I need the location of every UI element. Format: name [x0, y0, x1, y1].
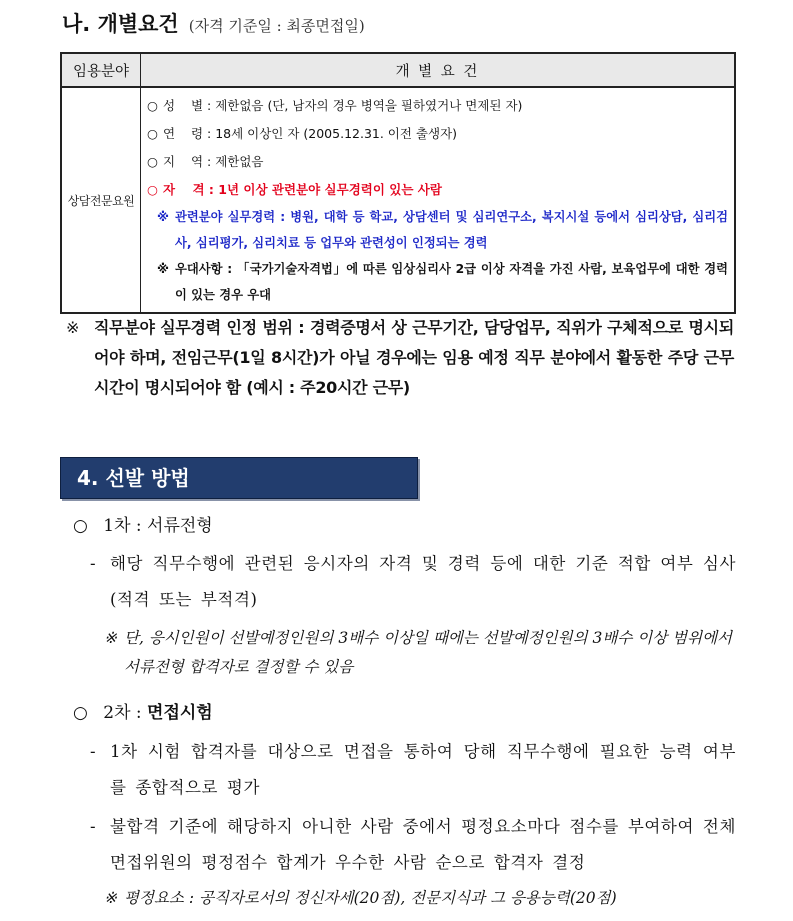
- step2-description-text: 1차 시험 합격자를 대상으로 면접을 통하여 당해 직무수행에 필요한 능력 여부를 종합적으로 평가: [110, 742, 736, 797]
- step2-note-text: 평정요소 : 공직자로서의 정신자세(20점), 전문지식과 그 응용능력(20점): [124, 889, 617, 907]
- dash-bullet: -: [90, 742, 96, 761]
- step1-description: [90, 546, 736, 618]
- step2-note: [104, 884, 734, 913]
- reference-mark: ※: [66, 318, 80, 337]
- reference-mark: ※: [157, 262, 169, 276]
- circle-bullet: ○: [73, 516, 88, 536]
- note-text: 관련분야 실무경력 : 병원, 대학 등 학교, 상담센터 및 심리연구소, 복지시설 등에서 심리상담, 심리검사, 심리평가, 심리치료 등 업무와 관련성이 인정되는 경력: [175, 210, 728, 250]
- step1-label: 1차 : 서류전형: [103, 516, 213, 536]
- note-related-experience: [147, 204, 728, 256]
- step2-description-1: [90, 734, 736, 806]
- table-header-row: [61, 53, 735, 87]
- section-title: 나. 개별요건: [62, 12, 179, 36]
- circle-bullet: ○: [147, 98, 158, 113]
- requirement-region: [147, 148, 728, 176]
- header-field: 임용분야: [61, 53, 141, 87]
- note-text: 우대사항 : 「국가기술자격법」에 따른 임상심리사 2급 이상 자격을 가진 사람, 보육업무에 대한 경력이 있는 경우 우대: [175, 262, 728, 302]
- step1-description-text: 해당 직무수행에 관련된 응시자의 자격 및 경력 등에 대한 기준 적합 여부 심사(적격 또는 부적격): [110, 554, 736, 609]
- requirement-text: 연 령 : 18세 이상인 자 (2005.12.31. 이전 출생자): [163, 126, 458, 141]
- circle-bullet: ○: [147, 182, 158, 197]
- step1-heading: [73, 511, 213, 536]
- step1-note: [104, 624, 734, 682]
- step2-label-bold: 면접시험: [147, 703, 213, 723]
- field-cell: 상담전문요원: [61, 87, 141, 313]
- experience-footnote: [66, 313, 734, 403]
- step2-description-text: 불합격 기준에 해당하지 아니한 사람 중에서 평정요소마다 점수를 부여하여 전체 면접위원의 평정점수 합계가 우수한 사람 순으로 합격자 결정: [110, 817, 736, 872]
- requirements-cell: [141, 87, 736, 313]
- section-heading-individual-requirements: [62, 8, 365, 38]
- circle-bullet: ○: [147, 154, 158, 169]
- table-row: [61, 87, 735, 313]
- step2-heading: [73, 698, 213, 723]
- step2-description-2: [90, 809, 736, 881]
- header-requirements: 개 별 요 건: [141, 53, 736, 87]
- circle-bullet: ○: [73, 703, 88, 723]
- section-heading-selection-method: 4. 선발 방법: [60, 457, 418, 499]
- reference-mark: ※: [104, 889, 117, 907]
- requirement-gender: [147, 92, 728, 120]
- requirement-text: 자 격 : 1년 이상 관련분야 실무경력이 있는 사람: [163, 182, 442, 197]
- requirement-qualification: [147, 176, 728, 204]
- step1-note-text: 단, 응시인원이 선발예정인원의 3배수 이상일 때에는 선발예정인원의 3배수 이상 범위에서 서류전형 합격자로 결정할 수 있음: [124, 629, 733, 676]
- requirement-text: 지 역 : 제한없음: [163, 154, 264, 169]
- note-preference: [147, 256, 728, 308]
- dash-bullet: -: [90, 554, 96, 573]
- step2-label-prefix: 2차 :: [103, 703, 148, 723]
- section-subtitle: (자격 기준일 : 최종면접일): [188, 17, 365, 35]
- reference-mark: ※: [157, 210, 169, 224]
- requirement-text: 성 별 : 제한없음 (단, 남자의 경우 병역을 필하였거나 면제된 자): [163, 98, 523, 113]
- requirement-age: [147, 120, 728, 148]
- requirements-table: [60, 52, 736, 314]
- reference-mark: ※: [104, 629, 117, 647]
- circle-bullet: ○: [147, 126, 158, 141]
- dash-bullet: -: [90, 817, 96, 836]
- footnote-text: 직무분야 실무경력 인정 범위 : 경력증명서 상 근무기간, 담당업무, 직위가 구체적으로 명시되어야 하며, 전임근무(1일 8시간)가 아닐 경우에는 임용 예정 직무 분야에서 활동한 주당 근무시간이 명시되어야 함 (예시 : 주20시간 근무): [94, 318, 734, 397]
